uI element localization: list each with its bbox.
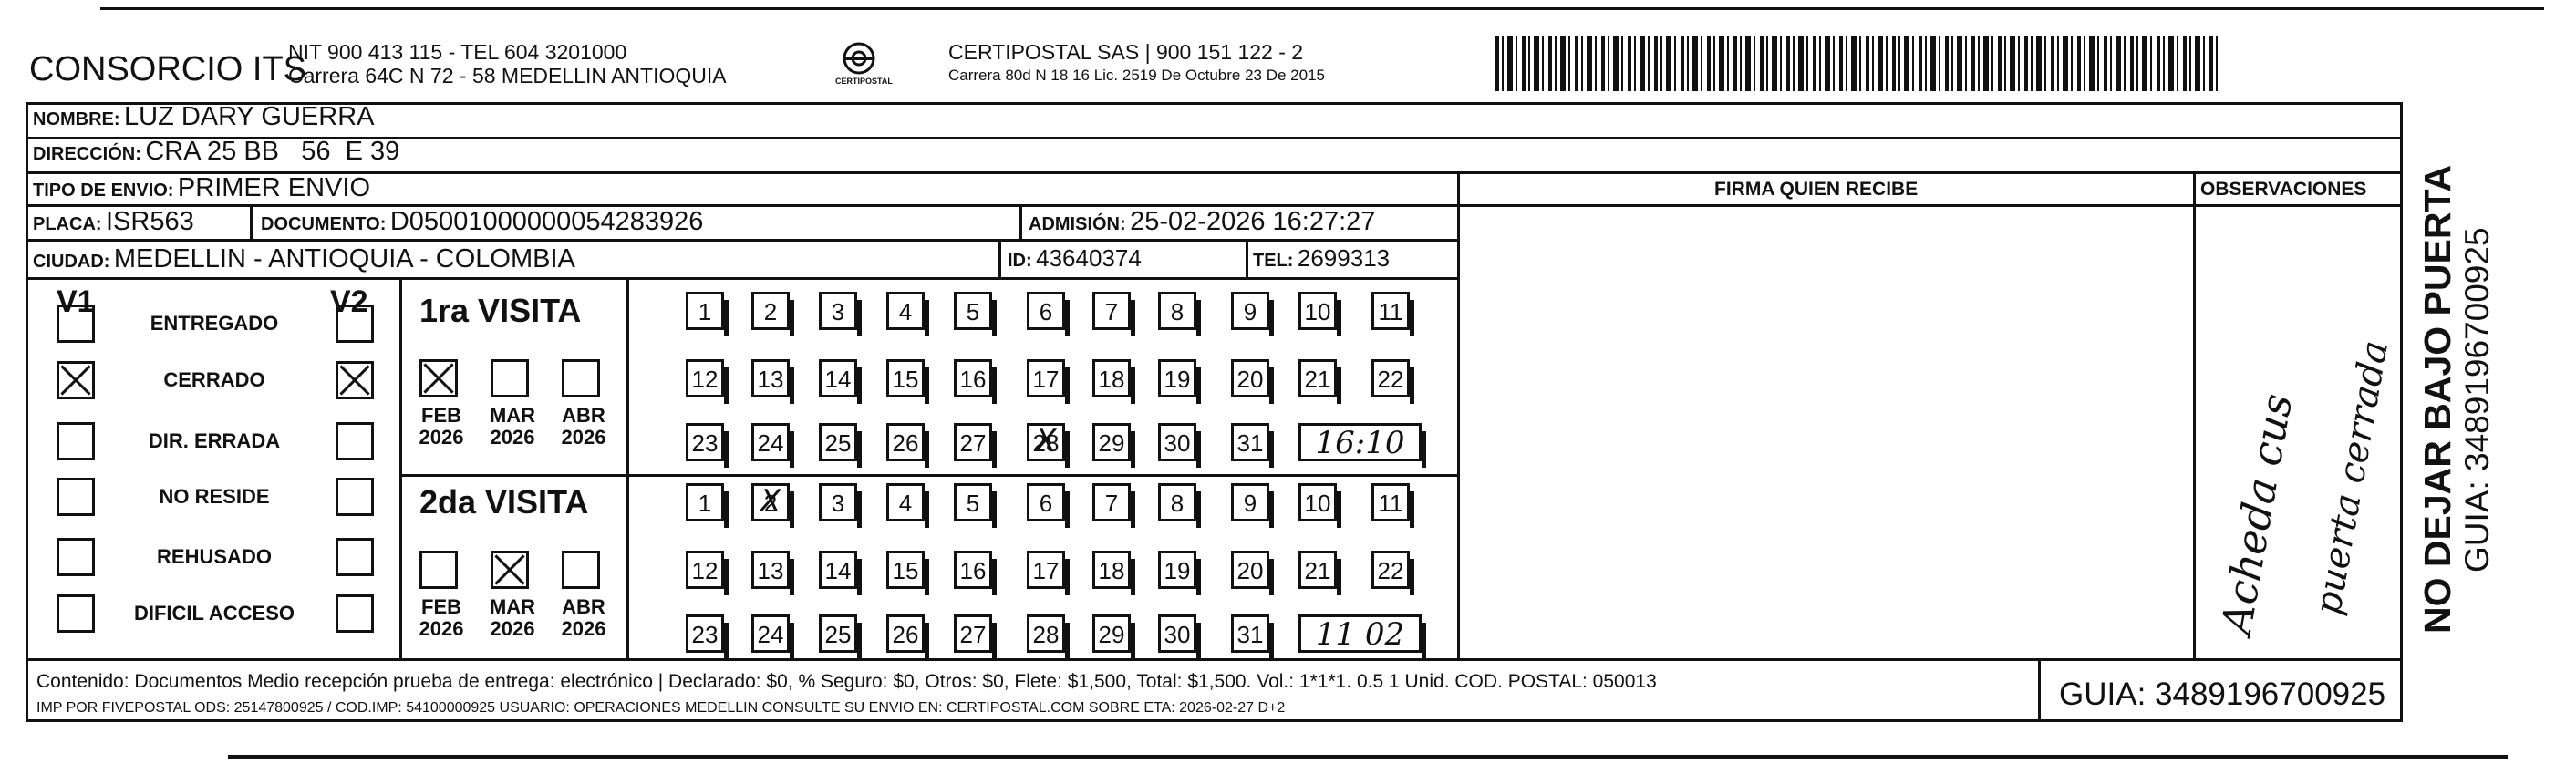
visit-day-10[interactable]: 10 — [1298, 483, 1337, 521]
visit-day-1[interactable]: 1 — [686, 292, 724, 330]
tipo-value: PRIMER ENVIO — [177, 173, 371, 202]
visit-day-3[interactable]: 3 — [819, 292, 857, 330]
certipostal-address: Carrera 80d N 18 16 Lic. 2519 De Octubre 23 De 2015 — [948, 67, 1325, 84]
visit-day-28[interactable]: X 28 — [1027, 423, 1065, 461]
visit-day-29[interactable]: 29 — [1092, 423, 1131, 461]
visit-day-31[interactable]: 31 — [1231, 423, 1269, 461]
visit-day-25[interactable]: 25 — [819, 423, 857, 461]
visit-month-label — [558, 405, 609, 449]
no-dejar-bajo-puerta: NO DEJAR BAJO PUERTA — [2416, 164, 2458, 634]
v1-checkbox-4[interactable] — [57, 478, 95, 516]
visit-day-13[interactable]: 13 — [751, 359, 790, 397]
v1-checkbox-3[interactable] — [57, 422, 95, 460]
visit-title: 2da VISITA — [419, 483, 589, 521]
status-option-label: DIFICIL ACCESO — [133, 602, 295, 625]
top-rule — [100, 7, 2544, 10]
visit-day-6[interactable]: 6 — [1027, 483, 1065, 521]
month-name: MAR — [489, 595, 536, 618]
visit-month-label — [487, 405, 538, 449]
visit-day-19[interactable]: 19 — [1158, 551, 1196, 589]
visit-day-26[interactable]: 26 — [886, 614, 925, 653]
visit-day-1[interactable]: 1 — [686, 483, 724, 521]
visit-day-29[interactable]: 29 — [1092, 614, 1131, 653]
visit-day-22[interactable]: 22 — [1371, 551, 1410, 589]
visit-day-21[interactable]: 21 — [1298, 359, 1337, 397]
month-year: 2026 — [561, 617, 606, 640]
visit-day-2[interactable]: 2 — [751, 292, 790, 330]
v2-checkbox-1[interactable] — [336, 305, 374, 343]
visit-month-checkbox[interactable] — [562, 551, 600, 589]
visit-day-12[interactable]: 12 — [686, 551, 724, 589]
visit-day-15[interactable]: 15 — [886, 359, 925, 397]
visit-day-14[interactable]: 14 — [819, 359, 857, 397]
month-year: 2026 — [561, 426, 606, 449]
status-option-label: CERRADO — [163, 368, 265, 391]
v1-checkbox-1[interactable] — [57, 305, 95, 343]
footer-line-1: Contenido: Documentos Medio recepción prueba de entrega: electrónico | Declarado: $0, % Seguro: $0, Otros: $0, Flete: $1,500, Total: $1,500. Vol.: 1*1*1. 0.5 1 Unid. COD. POSTAL: 050013 — [36, 671, 1657, 692]
status-option-label: DIR. ERRADA — [148, 429, 281, 452]
tel-label: TEL: — [1253, 251, 1294, 271]
status-option-label: ENTREGADO — [150, 312, 279, 335]
visit-day-22[interactable]: 22 — [1371, 359, 1410, 397]
v1-checkbox-6[interactable] — [57, 594, 95, 633]
v2-checkbox-5[interactable] — [336, 538, 374, 576]
visit-month-checkbox[interactable] — [562, 359, 600, 397]
v2-checkbox-4[interactable] — [336, 478, 374, 516]
visit-title: 1ra VISITA — [419, 292, 582, 329]
visit-month-checkbox[interactable] — [491, 551, 529, 589]
documento-label: DOCUMENTO: — [261, 214, 387, 234]
observaciones-handwriting-2: puerta cerrada — [2307, 337, 2397, 618]
nit-line: NIT 900 413 115 - TEL 604 3201000 — [288, 40, 627, 64]
visit-month-label — [416, 405, 467, 449]
id-label: ID: — [1008, 251, 1032, 271]
v1-checkbox-2[interactable] — [57, 361, 95, 399]
nombre-label: NOMBRE: — [33, 109, 120, 129]
visit-day-18[interactable]: 18 — [1092, 359, 1131, 397]
side-guia: GUIA: 3489196700925 — [2458, 227, 2496, 573]
footer-line-2: IMP POR FIVEPOSTAL ODS: 25147800925 / COD.IMP: 54100000925 USUARIO: OPERACIONES MEDELLIN CONSULTE SU ENVIO EN: CERTIPOSTAL.COM SOBRE ETA: 2026-02-27 D+2 — [36, 700, 1286, 716]
tipo-row — [33, 173, 370, 203]
v2-checkbox-6[interactable] — [336, 594, 374, 633]
v1-checkbox-5[interactable] — [57, 538, 95, 576]
visit-day-12[interactable]: 12 — [686, 359, 724, 397]
direccion-row — [33, 137, 399, 167]
visit-day-18[interactable]: 18 — [1092, 551, 1131, 589]
ciudad-value: MEDELLIN - ANTIOQUIA - COLOMBIA — [113, 244, 575, 274]
visit-day-5[interactable]: 5 — [954, 483, 992, 521]
nombre-row — [33, 102, 375, 132]
v2-checkbox-3[interactable] — [336, 422, 374, 460]
admision-label: ADMISIÓN: — [1029, 214, 1126, 234]
visit-day-5[interactable]: 5 — [954, 292, 992, 330]
status-option-label: REHUSADO — [157, 545, 272, 568]
visit-day-30[interactable]: 30 — [1158, 423, 1196, 461]
month-name: ABR — [562, 404, 605, 427]
month-year: 2026 — [490, 617, 535, 640]
barcode — [1495, 36, 2220, 91]
visit-day-17[interactable]: 17 — [1027, 359, 1065, 397]
month-name: FEB — [421, 404, 461, 427]
month-year: 2026 — [490, 426, 535, 449]
footer-guia: GUIA: 3489196700925 — [2059, 676, 2386, 712]
placa-value: ISR563 — [106, 207, 194, 236]
visit-day-31[interactable]: 31 — [1231, 614, 1269, 653]
visit-day-17[interactable]: 17 — [1027, 551, 1065, 589]
bottom-rule — [228, 755, 2508, 759]
visit-day-24[interactable]: 24 — [751, 423, 790, 461]
visit-day-15[interactable]: 15 — [886, 551, 925, 589]
visit-day-9[interactable]: 9 — [1231, 483, 1269, 521]
visit-time-box[interactable]: 16:10 — [1298, 423, 1422, 461]
visit-month-checkbox[interactable] — [419, 551, 458, 589]
visit-day-2[interactable]: X 2 — [751, 483, 790, 521]
visit-day-20[interactable]: 20 — [1231, 551, 1269, 589]
visit-day-28[interactable]: 28 — [1027, 614, 1065, 653]
observaciones-handwriting-1: Acheda cus — [2211, 389, 2302, 638]
month-name: ABR — [562, 595, 605, 618]
visit-day-8[interactable]: 8 — [1158, 292, 1196, 330]
visit-day-4[interactable]: 4 — [886, 292, 925, 330]
admision-row — [1029, 207, 1375, 237]
status-option-label: NO RESIDE — [159, 485, 270, 508]
visit-day-19[interactable]: 19 — [1158, 359, 1196, 397]
id-value: 43640374 — [1036, 244, 1142, 272]
visit-day-11[interactable]: 11 — [1371, 483, 1410, 521]
month-year: 2026 — [419, 426, 464, 449]
certipostal-logo — [832, 38, 893, 93]
placa-label: PLACA: — [33, 214, 102, 234]
documento-value: D05001000000054283926 — [389, 207, 704, 236]
visit-day-23[interactable]: 23 — [686, 614, 724, 653]
month-name: FEB — [421, 595, 461, 618]
firma-header: FIRMA QUIEN RECIBE — [1714, 179, 1919, 200]
visit-day-16[interactable]: 16 — [954, 551, 992, 589]
visit-month-checkbox[interactable] — [419, 359, 458, 397]
month-name: MAR — [489, 404, 536, 427]
visit-day-13[interactable]: 13 — [751, 551, 790, 589]
documento-row — [261, 207, 703, 237]
company-name: CONSORCIO ITS — [29, 50, 307, 88]
v1-label: V1 — [57, 284, 95, 319]
logo-text: CERTIPOSTAL — [835, 77, 893, 86]
direccion-label: DIRECCIÓN: — [33, 144, 141, 164]
visit-day-14[interactable]: 14 — [819, 551, 857, 589]
company-address: Carrera 64C N 72 - 58 MEDELLIN ANTIOQUIA — [288, 64, 727, 88]
visit-day-7[interactable]: 7 — [1092, 292, 1131, 330]
visit-day-27[interactable]: 27 — [954, 423, 992, 461]
visit-month-label — [487, 596, 538, 640]
visit-month-checkbox[interactable] — [491, 359, 529, 397]
visit-day-8[interactable]: 8 — [1158, 483, 1196, 521]
visit-day-25[interactable]: 25 — [819, 614, 857, 653]
visit-day-20[interactable]: 20 — [1231, 359, 1269, 397]
nombre-value: LUZ DARY GUERRA — [124, 102, 375, 131]
visit-day-3[interactable]: 3 — [819, 483, 857, 521]
ciudad-row — [33, 244, 575, 274]
visit-day-26[interactable]: 26 — [886, 423, 925, 461]
main-frame — [26, 102, 2403, 722]
tel-value: 2699313 — [1297, 244, 1391, 272]
direccion-value: CRA 25 BB 56 E 39 — [145, 137, 400, 166]
visit-day-30[interactable]: 30 — [1158, 614, 1196, 653]
visit-time-box[interactable]: 11 02 — [1298, 614, 1422, 653]
v2-label: V2 — [330, 284, 368, 319]
visit-day-9[interactable]: 9 — [1231, 292, 1269, 330]
observaciones-header: OBSERVACIONES — [2200, 179, 2367, 200]
visit-day-10[interactable]: 10 — [1298, 292, 1337, 330]
visit-day-16[interactable]: 16 — [954, 359, 992, 397]
tel-row — [1253, 244, 1390, 273]
visit-month-label — [416, 596, 467, 640]
v2-checkbox-2[interactable] — [336, 361, 374, 399]
admision-value: 25-02-2026 16:27:27 — [1130, 207, 1376, 236]
visit-day-23[interactable]: 23 — [686, 423, 724, 461]
visit-month-label — [558, 596, 609, 640]
certipostal-line: CERTIPOSTAL SAS | 900 151 122 - 2 — [948, 40, 1304, 64]
month-year: 2026 — [419, 617, 464, 640]
visit-day-24[interactable]: 24 — [751, 614, 790, 653]
ciudad-label: CIUDAD: — [33, 252, 110, 272]
id-row — [1008, 244, 1142, 273]
tipo-label: TIPO DE ENVIO: — [33, 181, 174, 201]
placa-row — [33, 207, 194, 237]
visit-day-6[interactable]: 6 — [1027, 292, 1065, 330]
visit-day-27[interactable]: 27 — [954, 614, 992, 653]
visit-day-7[interactable]: 7 — [1092, 483, 1131, 521]
visit-day-11[interactable]: 11 — [1371, 292, 1410, 330]
visit-day-21[interactable]: 21 — [1298, 551, 1337, 589]
visit-day-4[interactable]: 4 — [886, 483, 925, 521]
